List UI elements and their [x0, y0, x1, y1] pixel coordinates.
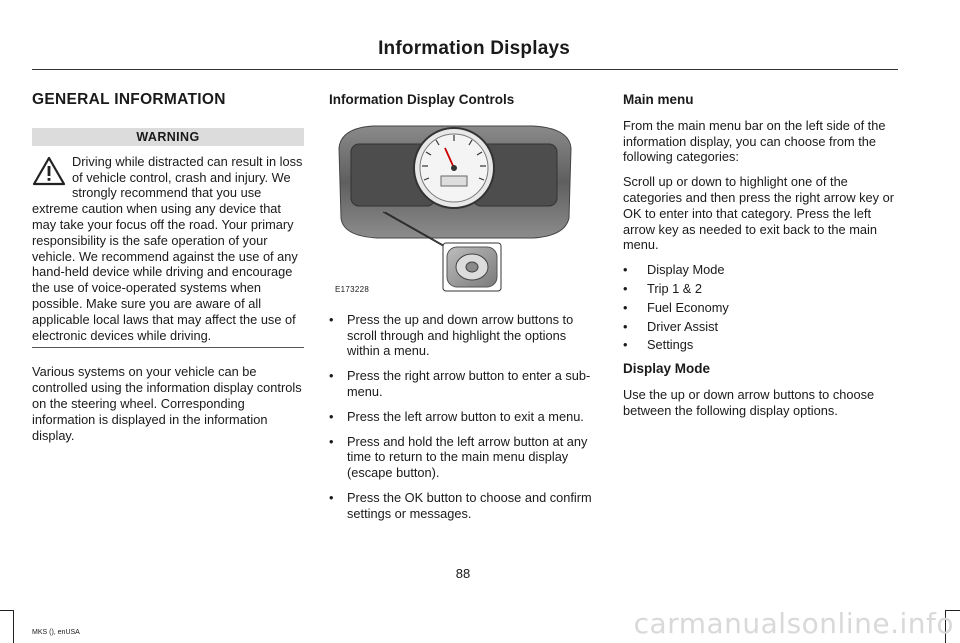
warning-label: WARNING	[32, 128, 304, 146]
warning-rule	[32, 347, 304, 348]
main-menu-instructions: Scroll up or down to highlight one of the categories and then press the right arrow key or OK to enter into that category. Press the left arrow key as needed to exit back to the main menu.	[623, 174, 895, 253]
figure-label: E173228	[335, 285, 370, 294]
list-item: • Fuel Economy	[623, 299, 729, 315]
list-item: • Settings	[623, 337, 694, 353]
display-mode-text: Use the up or down arrow buttons to choose between the following display options.	[623, 386, 875, 418]
main-menu-category-list	[623, 262, 897, 353]
page-number: 88	[455, 566, 471, 581]
crop-mark-left	[13, 610, 14, 643]
list-item: • Press the OK button to choose and confirm settings or messages.	[329, 489, 592, 521]
column-main-menu	[623, 92, 897, 428]
section-heading-main-menu: Main menu	[623, 92, 694, 107]
main-menu-intro: From the main menu bar on the left side of the information display, you can choose from the following categories:	[623, 117, 886, 165]
instrument-cluster-illustration	[333, 118, 575, 298]
controls-bullet-list	[329, 312, 601, 522]
list-item: • Press the up and down arrow buttons to scroll through and highlight the options within a menu.	[329, 311, 574, 359]
column-general-information	[32, 92, 304, 452]
list-item: • Trip 1 & 2	[623, 280, 702, 296]
header-rule	[32, 69, 898, 70]
list-item: • Display Mode	[623, 262, 725, 278]
warning-box	[32, 146, 304, 349]
warning-triangle-icon	[32, 156, 66, 186]
section-heading-display-mode: Display Mode	[623, 361, 711, 377]
list-item: • Press the left arrow button to exit a menu.	[329, 408, 584, 424]
section-heading-general-information: GENERAL INFORMATION	[32, 91, 226, 108]
list-item: • Press and hold the left arrow button at any time to return to the main menu display (escape button).	[329, 433, 588, 481]
instrument-cluster-figure	[333, 118, 575, 298]
watermark: carmanualsonline.info	[633, 607, 954, 640]
list-item: • Driver Assist	[623, 318, 719, 334]
column-display-controls	[329, 92, 601, 531]
warning-text: Driving while distracted can result in loss of vehicle control, crash and injury. We strongly recommend that you use extreme caution when using any device that may take your focus off the road. Your primary responsibility is the safe operation of your vehicle. We recommend against the use of any hand-held device while driving and encourage the use of voice-operated systems when possible. Make sure you are aware of all applicable local laws that may affect the use of electronic devices while driving.	[32, 153, 303, 343]
section-heading-display-controls: Information Display Controls	[329, 92, 515, 107]
footer-text: MKS (), enUSA	[32, 629, 80, 636]
crop-mark-left-horizontal	[0, 610, 13, 611]
list-item: • Press the right arrow button to enter a sub-menu.	[329, 368, 591, 399]
page-header-title: Information Displays	[378, 38, 570, 59]
general-information-body: Various systems on your vehicle can be controlled using the information display controls on the steering wheel. Corresponding information is displayed in the information display.	[32, 364, 302, 443]
